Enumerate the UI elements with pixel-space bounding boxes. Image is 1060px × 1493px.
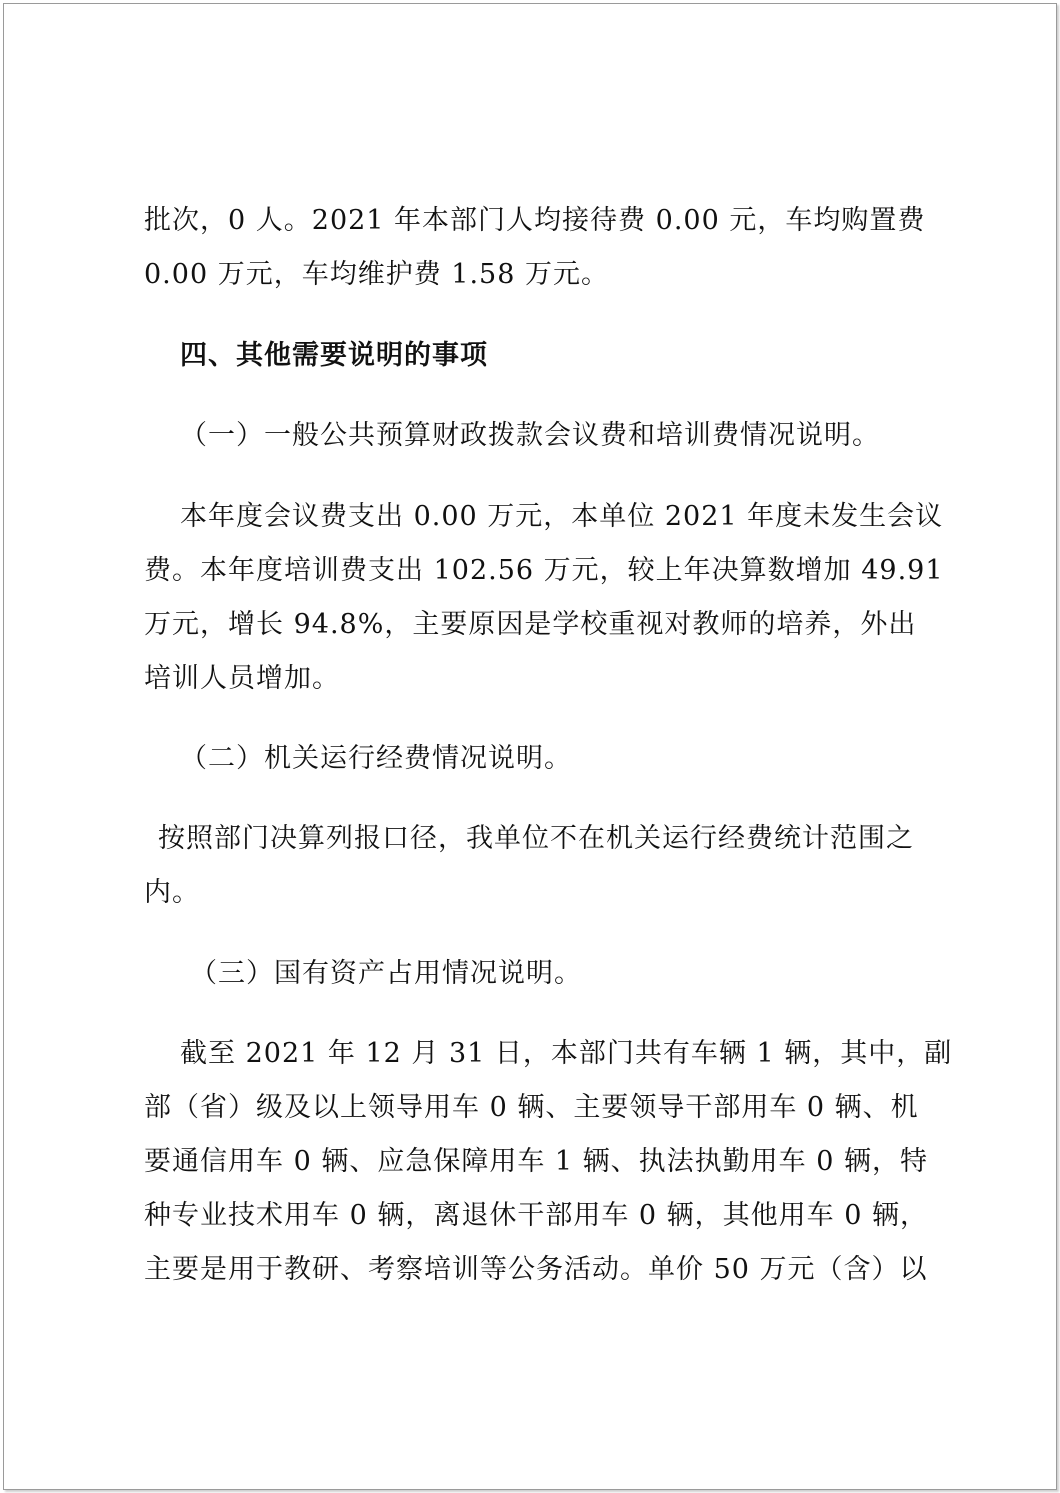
paragraph-line: 按照部门决算列报口径，我单位不在机关运行经费统计范围之 [158,823,914,854]
paragraph-hospitality-vehicles [144,194,924,302]
subsection-heading-meeting-training: （一）一般公共预算财政拨款会议费和培训费情况说明。 [180,420,880,451]
paragraph-line: 种专业技术用车 0 辆，离退休干部用车 0 辆，其他用车 0 辆， [144,1200,929,1231]
paragraph-line: 本年度会议费支出 0.00 万元，本单位 2021 年度未发生会议 [180,501,944,532]
paragraph-line: 0.00 万元，车均维护费 1.58 万元。 [144,259,609,290]
paragraph-state-assets [144,1027,953,1297]
paragraph-line: 主要是用于教研、考察培训等公务活动。单价 50 万元（含）以 [144,1254,928,1285]
paragraph-line: 截至 2021 年 12 月 31 日，本部门共有车辆 1 辆，其中，副 [180,1038,953,1069]
paragraph-line: 部（省）级及以上领导用车 0 辆、主要领导干部用车 0 辆、机 [144,1092,919,1123]
section-heading-other-matters: 四、其他需要说明的事项 [180,340,488,371]
paragraph-meeting-training [144,490,944,706]
subsection-heading-state-assets: （三）国有资产占用情况说明。 [190,958,582,989]
paragraph-line: 费。本年度培训费支出 102.56 万元，较上年决算数增加 49.91 [144,555,944,586]
paragraph-line: 内。 [144,877,200,908]
paragraph-line: 万元，增长 94.8%，主要原因是学校重视对教师的培养，外出 [144,609,917,640]
paragraph-line: 培训人员增加。 [144,663,340,694]
subsection-heading-operating-costs: （二）机关运行经费情况说明。 [180,743,572,774]
paragraph-operating-costs [144,812,924,920]
paragraph-line: 要通信用车 0 辆、应急保障用车 1 辆、执法执勤用车 0 辆，特 [144,1146,929,1177]
paragraph-line: 批次，0 人。2021 年本部门人均接待费 0.00 元，车均购置费 [144,205,926,236]
document-page [3,3,1057,1490]
